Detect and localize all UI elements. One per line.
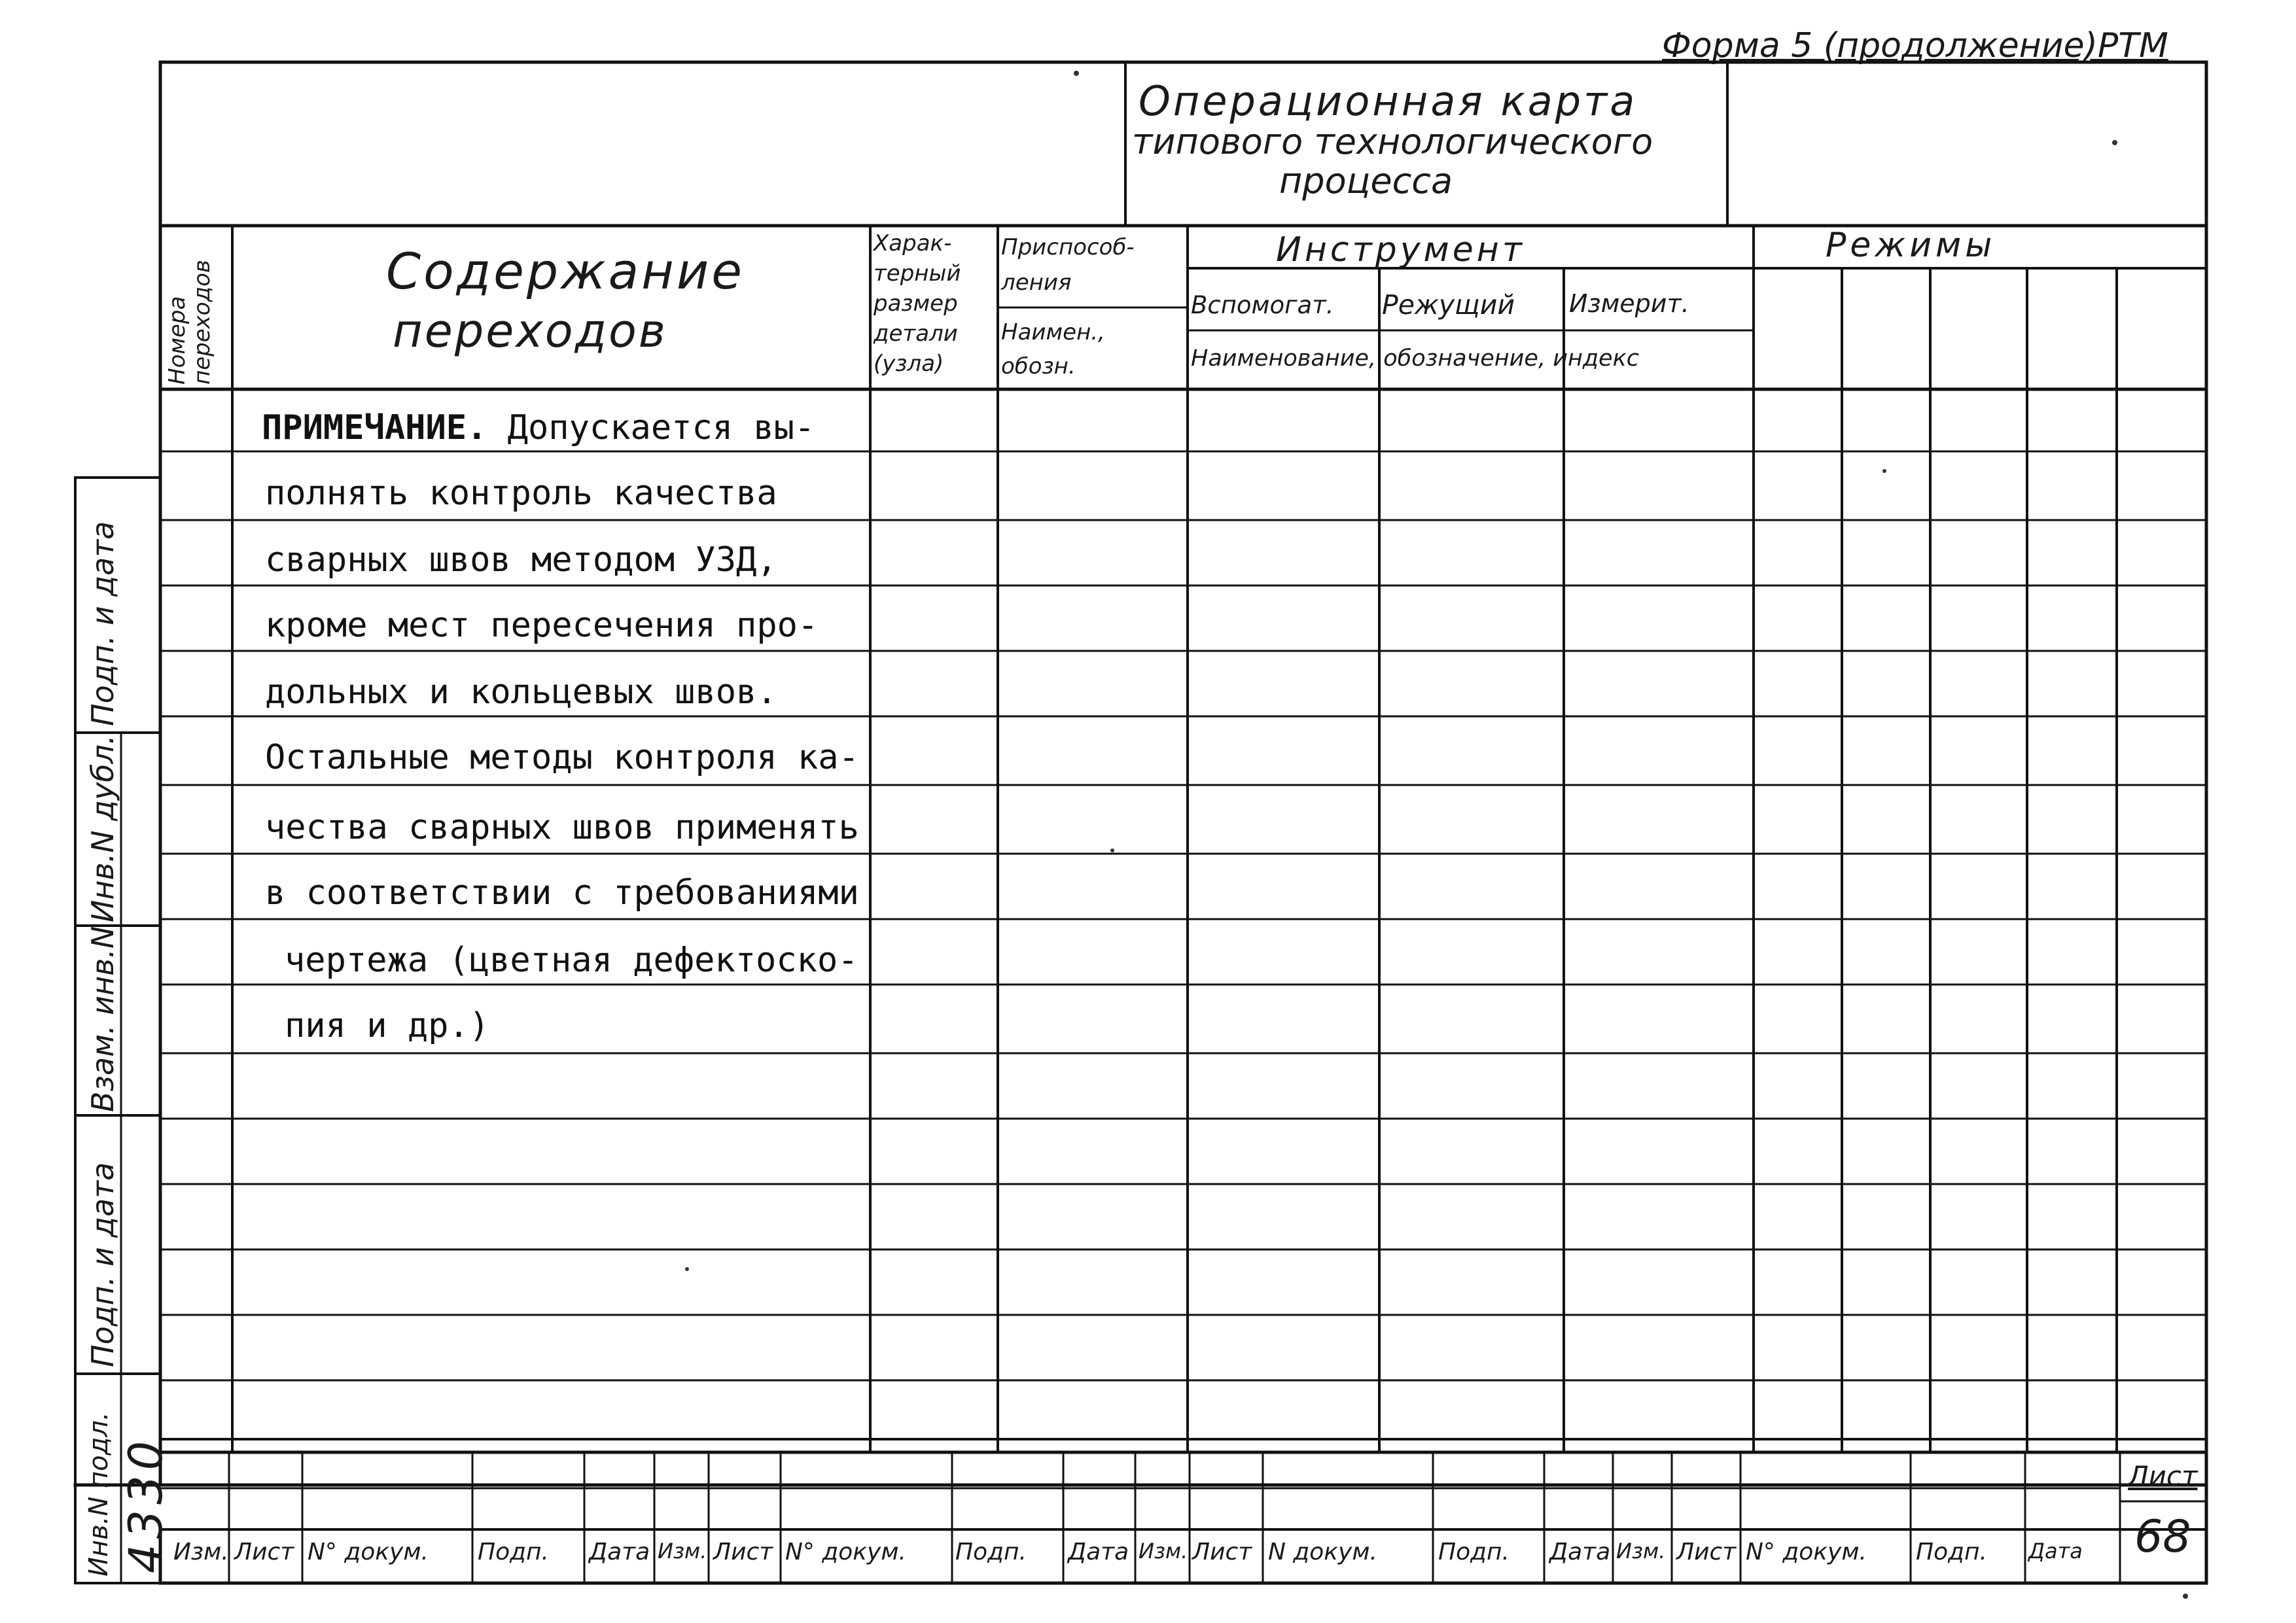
- footer-label-17: Лист: [1676, 1539, 1737, 1565]
- footer-label-4: Подп.: [478, 1539, 549, 1565]
- footer-label-12: Лист: [1192, 1539, 1252, 1565]
- header-char-size-1: Харак-: [874, 230, 952, 256]
- header-fixtures-2: ления: [1001, 270, 1072, 296]
- stamp-vzam-inv: Взам. инв.N: [85, 926, 120, 1112]
- body-line-1-text: Допускается вы-: [487, 408, 815, 447]
- header-char-size-3: размер: [874, 290, 958, 317]
- header-tool-cut: Режущий: [1382, 289, 1515, 321]
- header-fixtures-1: Приспособ-: [1001, 234, 1135, 260]
- sheet-number: 68: [2134, 1511, 2191, 1563]
- stamp-podp-data-top: Подп. и дата: [85, 521, 120, 726]
- footer-label-14: Подп.: [1438, 1539, 1510, 1565]
- footer-label-9: Подп.: [955, 1539, 1027, 1565]
- footer-label-20: Дата: [2028, 1539, 2083, 1563]
- body-line-2: полнять контроль качества: [265, 474, 777, 513]
- stamp-inv-podl: Инв.N подл.: [84, 1412, 114, 1577]
- body-line-8: в соответствии с требованиями: [265, 873, 859, 913]
- stamp-podp-data-bottom: Подп. и дата: [85, 1162, 120, 1367]
- footer-label-18: N° докум.: [1746, 1539, 1867, 1565]
- stamp-inv-dubl: Инв.N дубл.: [85, 735, 120, 922]
- header-char-size-4: детали: [874, 321, 958, 347]
- footer-label-16: Изм.: [1616, 1539, 1666, 1563]
- footer-label-11: Изм.: [1139, 1539, 1188, 1563]
- footer-label-13: N докум.: [1268, 1539, 1377, 1565]
- header-char-size-2: терный: [874, 260, 961, 287]
- body-line-10: пия и др.): [285, 1006, 490, 1045]
- footer-label-8: N° докум.: [785, 1539, 906, 1565]
- footer-label-6: Изм.: [658, 1539, 707, 1563]
- header-char-size-5: (узла): [874, 351, 944, 377]
- footer-label-2: Лист: [234, 1539, 294, 1565]
- header-tool-aux: Вспомогат.: [1191, 291, 1334, 319]
- footer-label-5: Дата: [589, 1539, 650, 1565]
- card-title-line1: Операционная карта: [1139, 77, 1638, 125]
- footer-label-3: N° докум.: [308, 1539, 429, 1565]
- header-fixtures-sub-2: обозн.: [1001, 353, 1076, 379]
- header-modes: Режимы: [1826, 226, 1996, 265]
- footer-label-15: Дата: [1549, 1539, 1611, 1565]
- card-title-line3: процесса: [1279, 160, 1453, 201]
- body-line-1: [262, 408, 815, 447]
- header-fixtures-sub-1: Наимен.,: [1001, 319, 1105, 345]
- footer-label-1: Изм.: [173, 1539, 229, 1565]
- footer-label-10: Дата: [1068, 1539, 1129, 1565]
- body-line-6: Остальные методы контроля ка-: [265, 738, 859, 777]
- header-content-line1: Содержание: [386, 242, 745, 300]
- header-transition-numbers: Номера переходов: [164, 260, 215, 385]
- header-content-line2: переходов: [393, 304, 668, 358]
- note-lead: ПРИМЕЧАНИЕ.: [262, 408, 487, 447]
- body-line-7: чества сварных швов применять: [265, 808, 859, 847]
- body-line-3: сварных швов методом УЗД,: [265, 540, 777, 580]
- header-tool-meas: Измерит.: [1569, 289, 1689, 318]
- header-tool: Инструмент: [1276, 230, 1526, 270]
- header-tool-sub: Наименование, обозначение, индекс: [1191, 345, 1639, 372]
- sheet-label: Лист: [2128, 1460, 2198, 1492]
- card-title-line2: типового технологического: [1132, 121, 1653, 162]
- form-label: Форма 5 (продолжение)РТМ: [1662, 26, 2168, 65]
- stamp-inv-number: 4330: [119, 1435, 173, 1573]
- body-line-5: дольных и кольцевых швов.: [265, 672, 777, 712]
- body-line-9: чертежа (цветная дефектоско-: [285, 941, 858, 980]
- footer-label-7: Лист: [713, 1539, 773, 1565]
- body-line-4: кроме мест пересечения про-: [265, 606, 819, 645]
- footer-label-19: Подп.: [1916, 1539, 1987, 1565]
